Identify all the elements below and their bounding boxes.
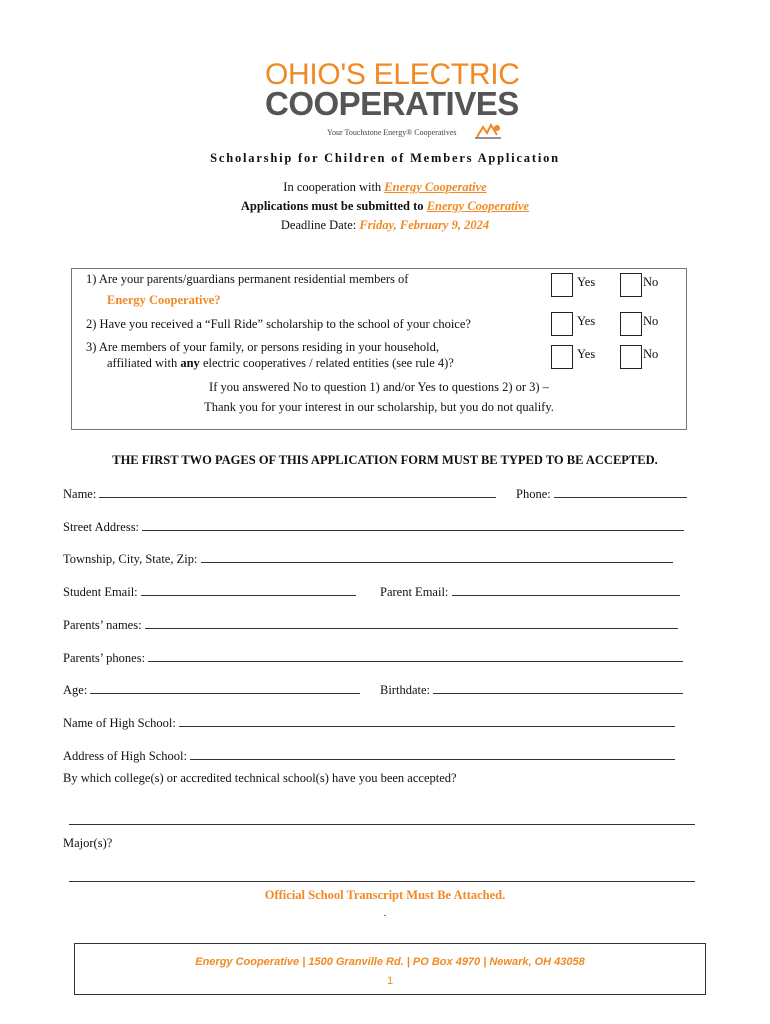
township-row (63, 550, 673, 567)
cooperation-line (0, 180, 770, 195)
deadline-line (0, 218, 770, 233)
name-row (63, 485, 496, 502)
township-field[interactable] (201, 550, 673, 563)
q1-no-checkbox[interactable] (620, 273, 642, 297)
q1-yes-checkbox[interactable] (551, 273, 573, 297)
parent-email-row (380, 583, 680, 600)
separator-dot: . (383, 908, 387, 919)
parents-phones-row (63, 649, 683, 666)
student-email-label: Student Email: (63, 585, 138, 599)
age-label: Age: (63, 683, 88, 697)
age-row (63, 681, 360, 698)
disqualify-note-2: Thank you for your interest in our scholarship, but you do not qualify. (204, 400, 554, 414)
high-school-field[interactable] (179, 714, 675, 727)
parents-names-label: Parents’ names: (63, 618, 142, 632)
logo-line2: COOPERATIVES (265, 85, 519, 122)
question-2: 2) Have you received a “Full Ride” scholarship to the school of your choice? (86, 317, 471, 331)
street-label: Street Address: (63, 520, 140, 534)
name-label: Name: (63, 487, 97, 501)
q3-yes-label: Yes (577, 347, 596, 361)
high-school-label: Name of High School: (63, 716, 176, 730)
q3-no-checkbox[interactable] (620, 345, 642, 369)
q2-yes-label: Yes (577, 314, 596, 328)
colleges-row (69, 812, 695, 829)
page-title: Scholarship for Children of Members Application (210, 151, 560, 165)
eligibility-box (71, 268, 687, 430)
coop-name: Energy Cooperative (384, 180, 487, 194)
logo-tagline: Your Touchstone Energy® Cooperatives (327, 128, 457, 137)
colleges-question: By which college(s) or accredited technical school(s) have you been accepted? (63, 771, 457, 785)
age-field[interactable] (90, 681, 360, 694)
question-3-line2 (107, 355, 454, 371)
colleges-field[interactable] (69, 812, 695, 825)
parents-names-row (63, 616, 678, 633)
question-3-text-a: affiliated with (107, 356, 181, 370)
question-3-text-b: electric cooperatives / related entities (see rule 4)? (199, 356, 454, 370)
birthdate-label: Birthdate: (380, 683, 430, 697)
parent-email-field[interactable] (452, 583, 680, 596)
street-field[interactable] (142, 518, 684, 531)
high-school-address-row (63, 747, 675, 764)
q3-yes-checkbox[interactable] (551, 345, 573, 369)
question-1-coop: Energy Cooperative? (107, 293, 221, 307)
logo-line1: OHIO'S ELECTRIC (265, 58, 520, 91)
majors-question: Major(s)? (63, 836, 113, 850)
street-row (63, 518, 684, 535)
q1-yes-label: Yes (577, 275, 596, 289)
disqualify-note-1: If you answered No to question 1) and/or Yes to questions 2) or 3) – (209, 380, 549, 394)
parent-email-label: Parent Email: (380, 585, 449, 599)
phone-label: Phone: (516, 487, 551, 501)
page-number: 1 (386, 975, 394, 987)
transcript-note: Official School Transcript Must Be Attached. (264, 888, 506, 902)
birthdate-field[interactable] (433, 681, 683, 694)
township-label: Township, City, State, Zip: (63, 552, 198, 566)
name-field[interactable] (99, 485, 496, 498)
parents-phones-field[interactable] (148, 649, 683, 662)
student-email-row (63, 583, 356, 600)
touchstone-icon (475, 123, 503, 139)
q1-no-label: No (643, 275, 659, 289)
parents-phones-label: Parents’ phones: (63, 651, 146, 665)
student-email-field[interactable] (141, 583, 356, 596)
high-school-row (63, 714, 675, 731)
q2-yes-checkbox[interactable] (551, 312, 573, 336)
high-school-address-label: Address of High School: (63, 749, 187, 763)
phone-field[interactable] (554, 485, 687, 498)
submit-prefix: Applications must be submitted to (240, 199, 427, 213)
deadline-prefix: Deadline Date: (280, 218, 360, 232)
cooperation-prefix: In cooperation with (283, 180, 385, 194)
q2-no-checkbox[interactable] (620, 312, 642, 336)
submit-coop-name: Energy Cooperative (426, 199, 530, 213)
majors-field[interactable] (69, 869, 695, 882)
submit-line (0, 199, 770, 214)
question-3: 3) Are members of your family, or persons residing in your household, (86, 340, 439, 354)
majors-row (69, 869, 695, 886)
question-1: 1) Are your parents/guardians permanent residential members of (86, 272, 409, 286)
parents-names-field[interactable] (145, 616, 678, 629)
typed-notice: THE FIRST TWO PAGES OF THIS APPLICATION FORM MUST BE TYPED TO BE ACCEPTED. (112, 453, 658, 467)
q2-no-label: No (643, 314, 659, 328)
question-3-emphasis: any (180, 356, 200, 370)
footer-address: Energy Cooperative | 1500 Granville Rd. | PO Box 4970 | Newark, OH 43058 (195, 956, 585, 968)
deadline-date: Friday, February 9, 2024 (359, 218, 490, 232)
birthdate-row (380, 681, 683, 698)
q3-no-label: No (643, 347, 659, 361)
phone-row (516, 485, 687, 502)
high-school-address-field[interactable] (190, 747, 675, 760)
footer-box (74, 943, 706, 995)
